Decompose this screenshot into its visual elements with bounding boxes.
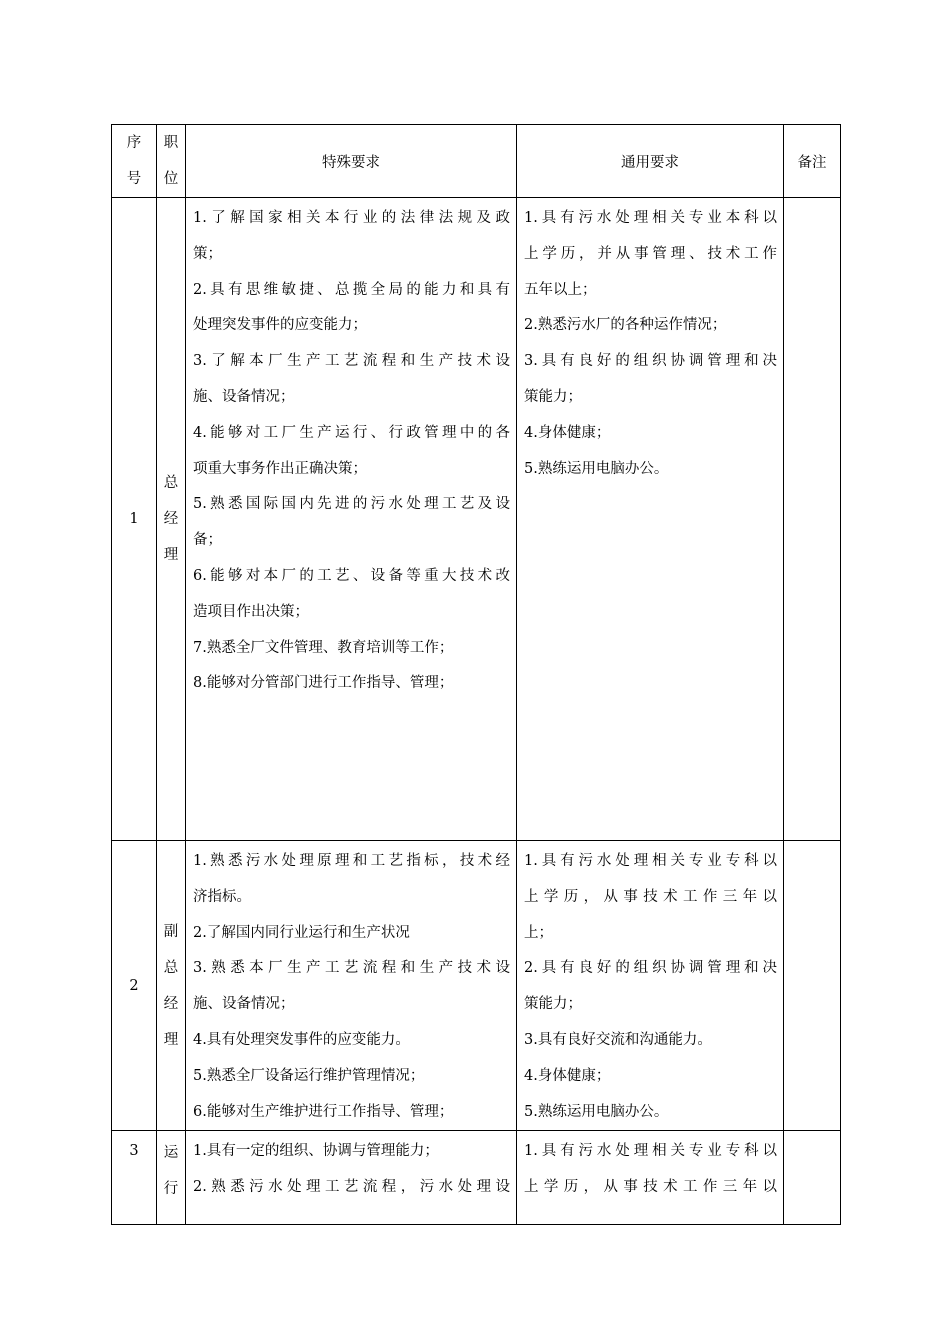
position-char: 运 bbox=[163, 1145, 179, 1162]
header-general: 通用要求 bbox=[517, 125, 784, 198]
header-position bbox=[157, 125, 186, 198]
header-position-char: 位 bbox=[163, 171, 179, 187]
position-char: 副 bbox=[163, 923, 179, 940]
position-char: 总 bbox=[163, 959, 179, 976]
header-index-char: 序 bbox=[126, 135, 142, 151]
table-row bbox=[112, 841, 841, 1131]
header-index-char: 号 bbox=[126, 171, 142, 187]
header-position-char: 职 bbox=[163, 135, 179, 151]
header-index bbox=[112, 125, 157, 198]
header-remark: 备注 bbox=[784, 125, 841, 198]
position-char: 总 bbox=[163, 475, 179, 491]
row-position bbox=[157, 198, 186, 841]
position-char: 经 bbox=[163, 995, 179, 1012]
position-char: 理 bbox=[163, 547, 179, 563]
row-special-requirements: 1.具有一定的组织、协调与管理能力； 2.熟悉污水处理工艺流程，污水处理设 bbox=[186, 1131, 517, 1225]
header-special: 特殊要求 bbox=[186, 125, 517, 198]
row-remark bbox=[784, 198, 841, 841]
row-index: 2 bbox=[112, 841, 157, 1131]
position-char: 行 bbox=[163, 1181, 179, 1198]
row-index: 3 bbox=[112, 1131, 157, 1225]
position-char: 理 bbox=[163, 1031, 179, 1048]
row-position bbox=[157, 841, 186, 1131]
position-char: 经 bbox=[163, 511, 179, 527]
table-row bbox=[112, 198, 841, 841]
table-row bbox=[112, 1131, 841, 1225]
row-index: 1 bbox=[112, 198, 157, 841]
row-special-requirements: 1.了解国家相关本行业的法律法规及政 策； 2.具有思维敏捷、总揽全局的能力和具有 处理突发事件的应变能力； 3.了解本厂生产工艺流程和生产技术设 施、设备情况； 4.能够对工厂生产运行、行政管理中的各 项重大事务作出正确决策； 5.熟悉国际国内先进的污水处理工艺及设 备； 6.能够对本厂的工艺、设备等重大技术改 造项目作出决策； 7.熟悉全厂文件管理、教育培训等工作； 8.能够对分管部门进行工作指导、管理； bbox=[186, 198, 517, 841]
table-header-row bbox=[112, 125, 841, 198]
row-remark bbox=[784, 1131, 841, 1225]
row-general-requirements: 1.具有污水处理相关专业本科以 上学历，并从事管理、技术工作 五年以上； 2.熟悉污水厂的各种运作情况； 3.具有良好的组织协调管理和决 策能力； 4.身体健康； 5.熟练运用电脑办公。 bbox=[517, 198, 784, 841]
row-special-requirements: 1.熟悉污水处理原理和工艺指标，技术经 济指标。 2.了解国内同行业运行和生产状况 3.熟悉本厂生产工艺流程和生产技术设 施、设备情况； 4.具有处理突发事件的应变能力。 5.熟悉全厂设备运行维护管理情况； 6.能够对生产维护进行工作指导、管理； bbox=[186, 841, 517, 1131]
row-remark bbox=[784, 841, 841, 1131]
requirements-table bbox=[111, 124, 841, 1225]
row-general-requirements: 1.具有污水处理相关专业专科以 上学历，从事技术工作三年以 bbox=[517, 1131, 784, 1225]
row-general-requirements: 1.具有污水处理相关专业专科以 上学历，从事技术工作三年以 上； 2.具有良好的组织协调管理和决 策能力； 3.具有良好交流和沟通能力。 4.身体健康； 5.熟练运用电脑办公。 bbox=[517, 841, 784, 1131]
row-position bbox=[157, 1131, 186, 1225]
